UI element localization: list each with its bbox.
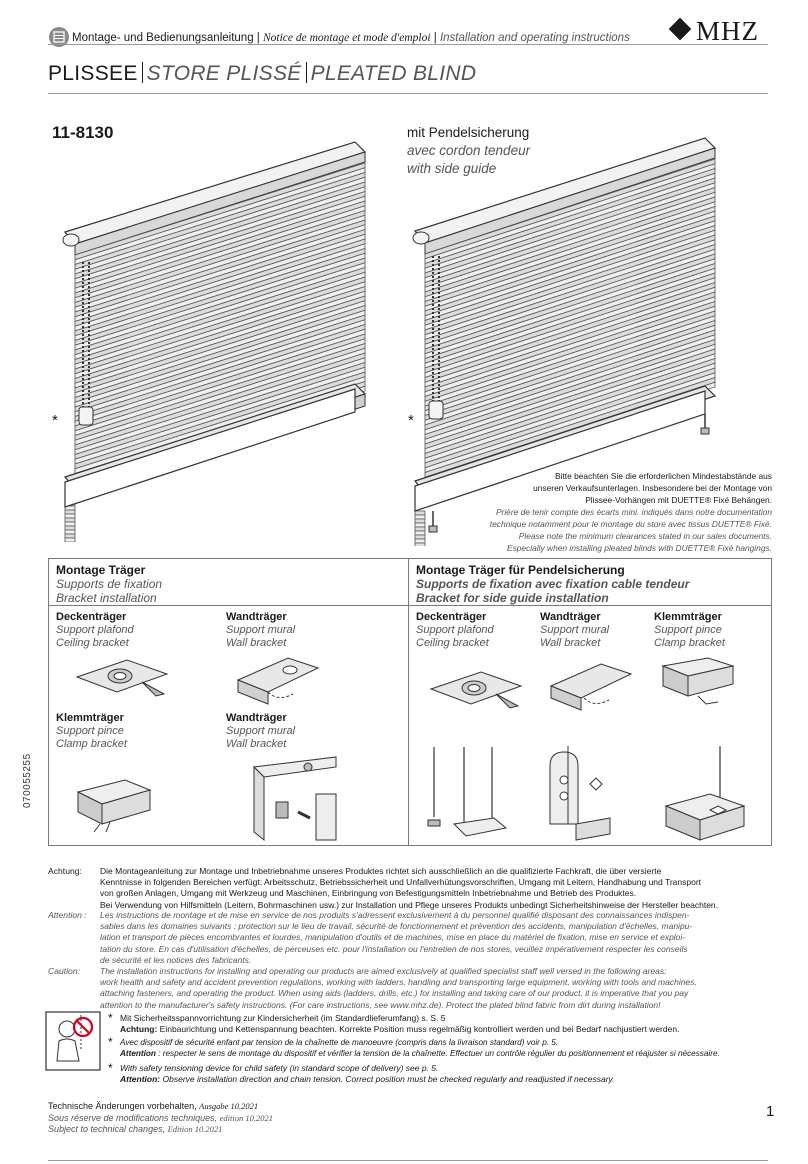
footer-fr: Sous réserve de modifications techniques, <box>48 1112 218 1123</box>
pleated-blind-illustration <box>55 122 375 542</box>
page-title <box>48 62 476 86</box>
title-en: PLEATED BLIND <box>310 62 477 85</box>
bracket-left-en: Bracket installation <box>56 591 157 605</box>
pleat <box>65 510 75 514</box>
clearance-note <box>442 470 772 554</box>
brand-logo <box>672 16 759 47</box>
clamp-left-de: Klemmträger <box>56 712 124 724</box>
footer-divider <box>48 1160 768 1161</box>
clamp-left-en: Clamp bracket <box>56 738 127 750</box>
label-ceiling-bracket-right <box>416 611 494 650</box>
note-de-3: Plissee-Vorhängen mit DUETTE® Fixé Behängen. <box>585 495 772 505</box>
footer <box>48 1101 273 1136</box>
pleat <box>65 538 75 542</box>
child-safety-de-bold: Achtung: <box>120 1024 158 1034</box>
pleat <box>415 519 425 523</box>
clamp-left-fr: Support pince <box>56 725 124 737</box>
ceiling-right-en: Ceiling bracket <box>416 637 489 649</box>
header-divider <box>48 44 768 45</box>
label-clamp-bracket-right <box>654 611 725 650</box>
pleat <box>65 518 75 522</box>
footer-en: Subject to technical changes, <box>48 1124 166 1134</box>
warning-fr-line: tation du store. En cas d'utilisation d'échelles, de perceuses etc. pour l'installation ou l'entretien de nos stores, veuillez impérativement respecter les conseils <box>100 943 688 954</box>
pleat <box>65 522 75 526</box>
label-wall-bracket-right <box>540 611 609 650</box>
child-safety-fr-bold: Attention <box>120 1049 156 1058</box>
bracket-right-en: Bracket for side guide installation <box>416 591 609 605</box>
label-wall-bracket-left-2 <box>226 712 295 751</box>
document-number: 070055255 <box>22 753 33 808</box>
side-guide-clamp-drawing <box>660 746 750 844</box>
wall-left-en: Wall bracket <box>226 637 287 649</box>
variant-de: mit Pendelsicherung <box>407 125 530 140</box>
clamp-right-en: Clamp bracket <box>654 637 725 649</box>
warning-text-en <box>100 966 760 1011</box>
warning-en-line: attaching fasteners, and operating the product. When using aids (ladders, drills, etc.) for installing and taking care of our product, it is imperative that you pay <box>100 988 689 999</box>
pleat <box>415 543 425 546</box>
warning-fr-line: Les instructions de montage et de mise en service de nos produits s'adressent exclusivement à du personnel qualifié disposant des connaissances indispen- <box>100 910 690 920</box>
header-fr: Notice de montage et mode d'emploi <box>262 32 431 44</box>
logo-text: MHZ <box>696 16 759 46</box>
bullet-star: * <box>108 1035 113 1049</box>
warning-text-de <box>100 866 760 911</box>
title-divider <box>48 93 768 94</box>
wall2-left-de: Wandträger <box>226 712 287 724</box>
ceiling-right-fr: Support plafond <box>416 624 494 636</box>
variant-fr: avec cordon tendeur <box>407 143 531 158</box>
child-safety-en <box>120 1063 780 1085</box>
bracket-right-de: Montage Träger für Pendelsicherung <box>416 563 625 577</box>
ceiling-bracket-drawing <box>72 652 172 702</box>
wall-bracket-side-guide-drawing <box>546 656 636 711</box>
bracket-right-heading <box>416 563 689 605</box>
header-instructions: Montage- und Bedienungsanleitung | Notice de montage et mode d'emploi | Installation and operating instructions <box>72 32 630 44</box>
clamp-bracket-drawing <box>70 772 160 834</box>
child-safety-fr-text: : respecter le sens de montage du dispositif et vérifier la tension de la chaînette. Effectuer un contrôle régulier du positionnement et réajuster si nécessaire. <box>158 1049 720 1058</box>
child-safety-icon <box>45 1011 101 1071</box>
note-de-1: Bitte beachten Sie die erforderlichen Mindestabstände aus <box>555 471 772 481</box>
wall2-left-en: Wall bracket <box>226 738 287 750</box>
wall-right-en: Wall bracket <box>540 637 601 649</box>
pleat <box>65 526 75 530</box>
warning-fr-line: de sécurité et les notices des fabricants. <box>100 954 252 965</box>
marker-star-left: * <box>52 412 58 429</box>
bracket-left-header-line <box>48 605 408 606</box>
clamp-bracket-side-guide-drawing <box>658 654 748 706</box>
label-wall-bracket-left <box>226 611 295 650</box>
wall-right-de: Wandträger <box>540 611 601 623</box>
ceiling-left-fr: Support plafond <box>56 624 134 636</box>
clamp-right-de: Klemmträger <box>654 611 722 623</box>
logo-diamond-icon <box>669 18 692 41</box>
child-safety-en-text: Observe installation direction and chain tension. Correct position must be checked regularly and readjusted if necessary. <box>162 1074 615 1084</box>
child-safety-fr <box>120 1037 780 1059</box>
warning-fr-line: lation et transport de pièces encombrantes et lourdes, manipulation d'outils et de machines, mise en place du matériel de fixation, mise en service et exploi- <box>100 932 686 943</box>
child-safety-fr-line: Avec dispositif de sécurité enfant par tension de la chaînette de manoeuvre (compris dans la livraison standard) voir p. 5. <box>120 1038 559 1047</box>
child-safety-en-line: With safety tensioning device for child safety (in standard scope of delivery) see p. 5. <box>120 1063 439 1073</box>
note-de-2: unseren Verkaufsunterlagen. Insbesondere bei der Montage von <box>533 483 772 493</box>
pleat <box>415 535 425 539</box>
pleat <box>65 530 75 534</box>
header-en: Installation and operating instructions <box>439 32 630 44</box>
label-clamp-bracket-left <box>56 712 127 751</box>
variant-en: with side guide <box>407 161 497 176</box>
ceiling-left-de: Deckenträger <box>56 611 127 623</box>
child-safety-en-bold: Attention: <box>120 1074 161 1084</box>
side-guide-cable-drawing <box>424 742 514 842</box>
wall-right-fr: Support mural <box>540 624 610 636</box>
pleat <box>415 531 425 535</box>
wall2-left-fr: Support mural <box>226 725 296 737</box>
label-ceiling-bracket-left <box>56 611 134 650</box>
pleat <box>415 539 425 543</box>
bracket-left-heading <box>56 563 162 605</box>
note-fr-1: Prière de tenir compte des écarts mini. indiqués dans notre documentation <box>495 507 772 517</box>
pleat <box>415 511 425 515</box>
pleat <box>415 515 425 519</box>
wall-bracket-large-drawing <box>246 752 356 844</box>
bullet-star: * <box>108 1061 113 1075</box>
warning-label-en: Caution: <box>48 966 81 976</box>
side-guide-wall-drawing <box>540 746 620 844</box>
title-de: PLISSEE <box>48 62 138 85</box>
child-safety-de-line: Mit Sicherheitsspannvorrichtung zur Kindersicherheit (im Standardlieferumfang) s. S. 5 <box>120 1013 446 1023</box>
bracket-table-divider <box>408 558 409 846</box>
warning-en-line: attention to the manufacturer's safety instructions. (For care instructions, see www.mhz.de). Protect the plated blind fabric from dirt during installation! <box>100 999 661 1010</box>
header-de: Montage- und Bedienungsanleitung <box>72 32 254 44</box>
title-fr: STORE PLISSÉ <box>146 62 302 85</box>
child-safety-de <box>120 1013 780 1035</box>
bracket-left-fr: Supports de fixation <box>56 577 163 591</box>
model-number: 11-8130 <box>52 123 114 142</box>
page-number: 1 <box>766 1103 775 1120</box>
footer-de: Technische Änderungen vorbehalten, <box>48 1101 197 1111</box>
wall-bracket-drawing <box>228 650 328 705</box>
pleat <box>415 523 425 527</box>
note-en-2: Especially when installing pleated blinds with DUETTE® Fixé hangings. <box>507 543 772 553</box>
note-en-1: Please note the minimum clearances stated in our sales documents. <box>518 531 772 541</box>
bracket-right-header-line <box>409 605 772 606</box>
warning-label-de: Achtung: <box>48 866 82 876</box>
footer-de-edition: Ausgabe 10.2021 <box>199 1101 259 1111</box>
footer-fr-edition: edition 10.2021 <box>219 1112 273 1123</box>
warning-fr-line: sables dans les domaines suivants : protection sur le lieu de travail, sécurité de fonctionnement et prévention des accidents, manipulation d'échelles, manipu- <box>100 921 693 932</box>
warning-text-fr <box>100 910 760 966</box>
ceiling-bracket-side-guide-drawing <box>426 664 526 714</box>
bracket-left-de: Montage Träger <box>56 563 146 577</box>
warning-en-line: work health and safety and accident prevention regulations, working with ladders, handling and transporting large equipment, working with tools and machines, <box>100 977 697 988</box>
bracket-right-fr: Supports de fixation avec fixation cable tendeur <box>416 577 690 591</box>
pleat <box>415 527 425 531</box>
warning-label-fr: Attention : <box>48 910 87 920</box>
warning-de-line: Die Montageanleitung zur Montage und Inbetriebnahme unseres Produktes richtet sich ausschließlich an die qualifizierte Fachkraft, die über versierte <box>100 866 662 876</box>
warning-de-line: von großen Anlagen, Umgang mit Werkzeug und Maschinen, Einbringung von Befestigungsmitteln Inbetriebnahme und Betrieb des Produktes. <box>100 888 637 899</box>
marker-star-right: * <box>408 412 414 429</box>
child-safety-de-text: Einbaurichtung und Kettenspannung beachten. Korrekte Position muss regelmäßig kontrolliert werden und bei Bedarf nachjustiert werden. <box>159 1024 680 1034</box>
clamp-right-fr: Support pince <box>654 624 722 636</box>
warning-en-line: The installation instructions for installing and operating our products are aimed exclusively at qualified specialist staff well versed in the following areas: <box>100 966 667 976</box>
wall-left-de: Wandträger <box>226 611 287 623</box>
footer-en-edition: Edition 10.2021 <box>167 1124 223 1134</box>
bullet-star: * <box>108 1011 113 1025</box>
warning-de-line: Kenntnisse in folgenden Bereichen verfügt: Arbeitsschutz, Betriebssicherheit und Unfallverhütungsvorschriften, Umgang mit Leitern, Handhabung und Transport <box>100 877 702 888</box>
note-fr-2: technique notamment pour le montage du store avec tissus DUETTE® Fixé. <box>489 519 772 529</box>
ceiling-right-de: Deckenträger <box>416 611 487 623</box>
wall-left-fr: Support mural <box>226 624 296 636</box>
warning-de-line: Bei Verwendung von Hilfsmitteln (Leitern, Bohrmaschinen usw.) zur Installation und Pflege unseres Produkts unbedingt Sicherheitshinweise der Hersteller beachten. <box>100 899 719 910</box>
ceiling-left-en: Ceiling bracket <box>56 637 129 649</box>
pleat <box>65 534 75 538</box>
pleat <box>65 514 75 518</box>
